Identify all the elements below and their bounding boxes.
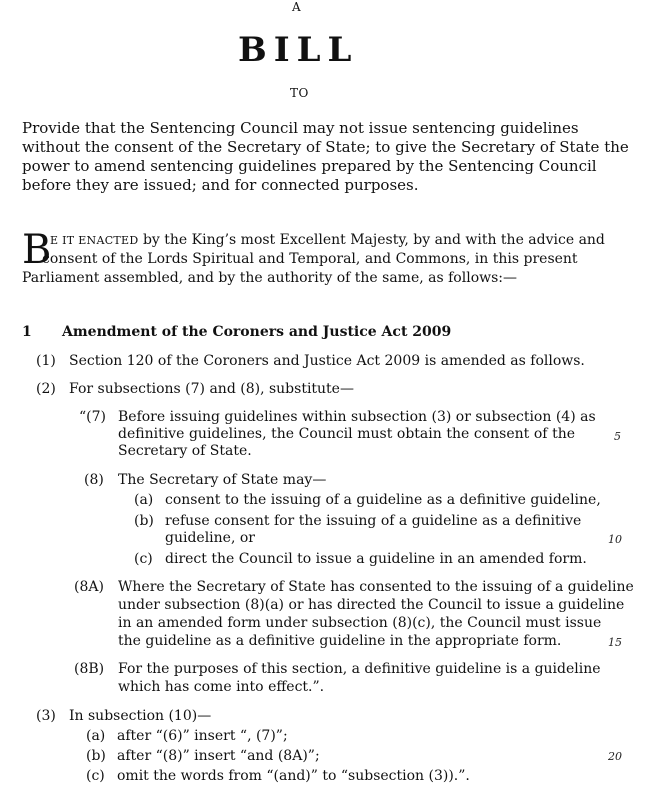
margin-line-number: 5: [614, 430, 621, 443]
long-title-line: without the consent of the Secretary of State; to give the Secretary of State the: [22, 138, 629, 156]
paragraph-number: (c): [134, 551, 153, 567]
paragraph-number: (c): [86, 768, 105, 784]
subsection-text: Section 120 of the Coroners and Justice Act 2009 is amended as follows.: [69, 353, 585, 369]
enacting-line-3: Parliament assembled, and by the authority of the same, as follows:—: [22, 270, 518, 286]
quoted-subsection-number: (8): [84, 472, 104, 488]
quoted-subsection-line: Before issuing guidelines within subsection (3) or subsection (4) as: [118, 409, 596, 425]
long-title-line: before they are issued; and for connected purposes.: [22, 176, 419, 194]
paragraph-number: (b): [86, 748, 106, 764]
quoted-subsection-line: which has come into effect.”.: [118, 679, 325, 695]
subsection-number: (3): [36, 708, 56, 724]
quoted-subsection-text: The Secretary of State may—: [118, 472, 327, 488]
subsection-text: In subsection (10)—: [69, 708, 212, 724]
subsection-number: (1): [36, 353, 56, 369]
paragraph-number: (a): [86, 728, 106, 744]
margin-line-number: 20: [608, 750, 622, 763]
bill-prefix-a: A: [292, 0, 302, 14]
quoted-subsection-number: (8A): [74, 579, 104, 595]
bill-title: BILL: [238, 30, 359, 70]
enacting-line-2: consent of the Lords Spiritual and Temporal, and Commons, in this present: [42, 251, 578, 267]
quoted-subsection-line: in an amended form under subsection (8)(c), the Council must issue: [118, 615, 602, 631]
bill-to: TO: [290, 86, 309, 100]
margin-line-number: 15: [608, 636, 622, 649]
enacting-smallcaps: E IT ENACTED: [50, 234, 139, 247]
quoted-subsection-line: the guideline as a definitive guideline in the appropriate form.: [118, 633, 562, 649]
quoted-subsection-number: “(7): [79, 409, 106, 425]
paragraph-text: omit the words from “(and)” to “subsection (3)).”.: [117, 768, 470, 784]
enacting-line-1: [50, 232, 605, 248]
paragraph-text: after “(8)” insert “and (8A)”;: [117, 748, 320, 764]
quoted-subsection-number: (8B): [74, 661, 105, 677]
paragraph-line: guideline, or: [165, 530, 255, 546]
paragraph-text: direct the Council to issue a guideline in an amended form.: [165, 551, 587, 567]
drop-cap: B: [22, 227, 52, 273]
paragraph-number: (a): [134, 492, 154, 508]
quoted-subsection-line: For the purposes of this section, a definitive guideline is a guideline: [118, 661, 601, 677]
quoted-subsection-line: under subsection (8)(a) or has directed the Council to issue a guideline: [118, 597, 625, 613]
quoted-subsection-line: Secretary of State.: [118, 443, 252, 459]
subsection-text: For subsections (7) and (8), substitute—: [69, 381, 354, 397]
section-heading: Amendment of the Coroners and Justice Act 2009: [62, 324, 452, 340]
paragraph-text: consent to the issuing of a guideline as a definitive guideline,: [165, 492, 601, 508]
paragraph-text: after “(6)” insert “, (7)”;: [117, 728, 288, 744]
section-number: 1: [22, 324, 32, 340]
paragraph-number: (b): [134, 513, 154, 529]
quoted-subsection-line: Where the Secretary of State has consented to the issuing of a guideline: [118, 579, 634, 595]
enacting-line-1-rest: by the King’s most Excellent Majesty, by and with the advice and: [138, 232, 605, 248]
long-title-line: power to amend sentencing guidelines prepared by the Sentencing Council: [22, 157, 597, 175]
subsection-number: (2): [36, 381, 56, 397]
long-title-line: Provide that the Sentencing Council may not issue sentencing guidelines: [22, 119, 579, 137]
margin-line-number: 10: [608, 533, 622, 546]
quoted-subsection-line: definitive guidelines, the Council must obtain the consent of the: [118, 426, 575, 442]
paragraph-line: refuse consent for the issuing of a guideline as a definitive: [165, 513, 582, 529]
